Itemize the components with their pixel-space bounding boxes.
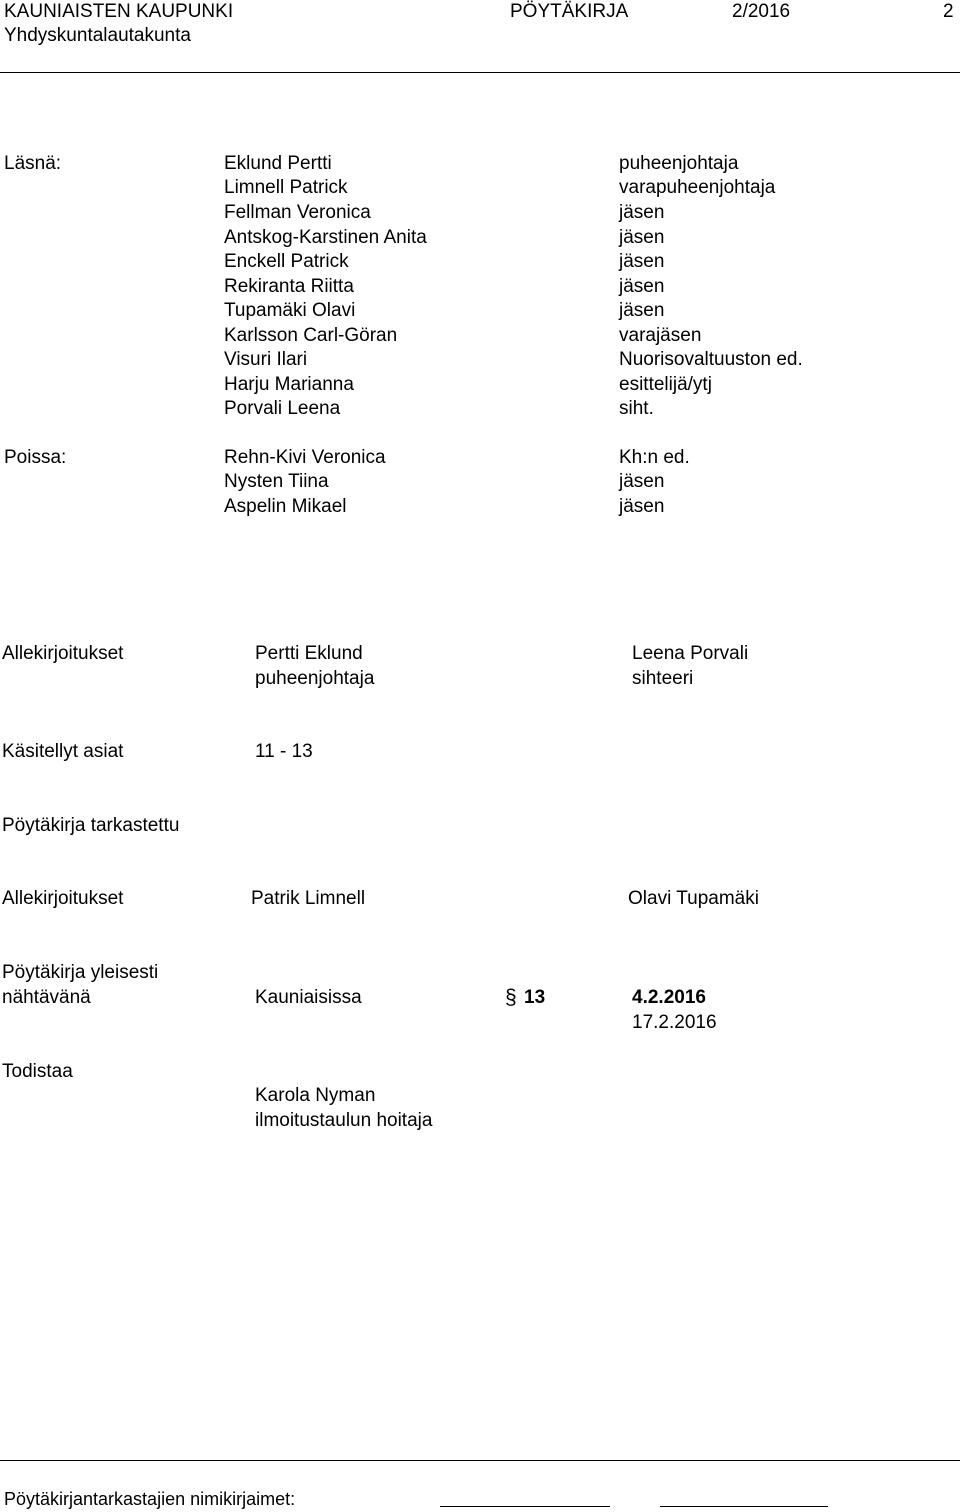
header-divider — [0, 72, 960, 73]
secretary-title: sihteeri — [632, 668, 694, 689]
chair-title: puheenjohtaja — [255, 668, 375, 689]
member-role: jäsen — [619, 202, 665, 223]
member-role: jäsen — [619, 227, 665, 248]
certifier-title: ilmoitustaulun hoitaja — [255, 1110, 433, 1131]
member-name: Visuri Ilari — [224, 349, 308, 370]
header-doc-number: 2/2016 — [732, 1, 791, 22]
header-page-number: 2 — [943, 1, 954, 22]
member-name: Limnell Patrick — [224, 177, 348, 198]
initials-line-1 — [440, 1506, 610, 1507]
member-name: Porvali Leena — [224, 398, 341, 419]
member-role: jäsen — [619, 300, 665, 321]
member-role: Kh:n ed. — [619, 447, 690, 468]
member-role: varajäsen — [619, 325, 702, 346]
member-name: Tupamäki Olavi — [224, 300, 356, 321]
public-date-to: 17.2.2016 — [632, 1012, 717, 1033]
member-name: Eklund Pertti — [224, 153, 332, 174]
member-name: Fellman Veronica — [224, 202, 371, 223]
member-role: varapuheenjohtaja — [619, 177, 776, 198]
footer-divider — [0, 1460, 960, 1461]
member-role: puheenjohtaja — [619, 153, 739, 174]
member-role: jäsen — [619, 251, 665, 272]
secretary-name: Leena Porvali — [632, 643, 749, 664]
member-name: Harju Marianna — [224, 374, 354, 395]
member-role: esittelijä/ytj — [619, 374, 712, 395]
public-date-from: 4.2.2016 — [632, 987, 706, 1008]
public-label-line1: Pöytäkirja yleisesti — [2, 962, 159, 983]
footer-initials-label: Pöytäkirjantarkastajien nimikirjaimet: — [4, 1489, 296, 1509]
section-symbol: § — [505, 986, 517, 1009]
member-name: Aspelin Mikael — [224, 496, 347, 517]
certify-label: Todistaa — [2, 1061, 73, 1082]
header-doc-type: PÖYTÄKIRJA — [510, 1, 629, 22]
present-label: Läsnä: — [4, 153, 62, 174]
header-city: KAUNIAISTEN KAUPUNKI — [4, 1, 234, 22]
member-name: Enckell Patrick — [224, 251, 349, 272]
handled-label: Käsitellyt asiat — [2, 741, 124, 762]
handled-value: 11 - 13 — [255, 741, 313, 762]
member-role: Nuorisovaltuuston ed. — [619, 349, 803, 370]
member-role: jäsen — [619, 496, 665, 517]
checked-label: Pöytäkirja tarkastettu — [2, 815, 180, 836]
header-committee: Yhdyskuntalautakunta — [4, 25, 191, 46]
checker2-name: Olavi Tupamäki — [628, 888, 759, 909]
member-role: jäsen — [619, 276, 665, 297]
public-label-line2: nähtävänä — [2, 987, 91, 1008]
member-name: Rekiranta Riitta — [224, 276, 354, 297]
public-place: Kauniaisissa — [255, 987, 362, 1008]
certifier-name: Karola Nyman — [255, 1085, 376, 1106]
member-role: siht. — [619, 398, 654, 419]
member-name: Karlsson Carl-Göran — [224, 325, 398, 346]
member-role: jäsen — [619, 471, 665, 492]
member-name: Nysten Tiina — [224, 471, 329, 492]
member-name: Antskog-Karstinen Anita — [224, 227, 427, 248]
checker1-name: Patrik Limnell — [251, 888, 366, 909]
section-number: 13 — [524, 987, 546, 1008]
initials-line-2 — [660, 1506, 828, 1507]
chair-name: Pertti Eklund — [255, 643, 363, 664]
absent-label: Poissa: — [4, 447, 67, 468]
signatures-label: Allekirjoitukset — [2, 643, 124, 664]
check-signatures-label: Allekirjoitukset — [2, 888, 124, 909]
member-name: Rehn-Kivi Veronica — [224, 447, 386, 468]
